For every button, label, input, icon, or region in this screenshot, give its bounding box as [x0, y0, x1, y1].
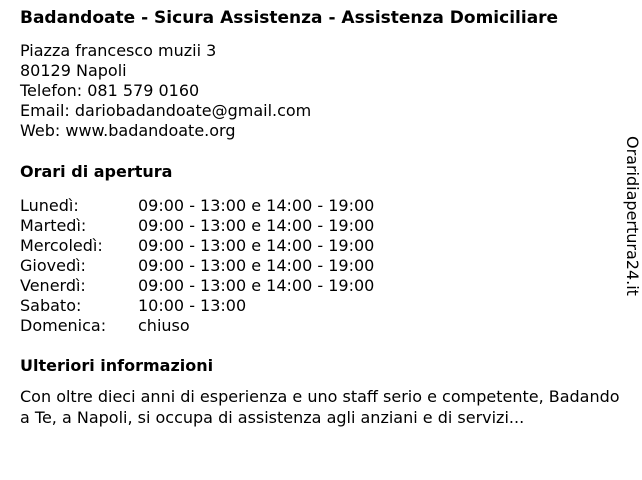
- additional-info-heading: Ulteriori informazioni: [20, 356, 214, 375]
- hours-row: [20, 296, 620, 316]
- opening-hours-table: [20, 196, 620, 336]
- hours-row: [20, 236, 620, 256]
- hours-row: [20, 256, 620, 276]
- hours-time: 09:00 - 13:00 e 14:00 - 19:00: [138, 256, 375, 275]
- contact-block: [20, 41, 620, 141]
- website: Web: www.badandoate.org: [20, 121, 236, 140]
- hours-day: Martedì:: [20, 216, 87, 235]
- site-watermark: Oraridiapertura24.it: [623, 136, 642, 296]
- hours-time: 10:00 - 13:00: [138, 296, 247, 315]
- address-street: Piazza francesco muzii 3: [20, 41, 217, 60]
- hours-time: 09:00 - 13:00 e 14:00 - 19:00: [138, 196, 375, 215]
- business-card: [20, 8, 620, 428]
- email-address: Email: dariobadandoate@gmail.com: [20, 101, 312, 120]
- opening-hours-heading: Orari di apertura: [20, 162, 173, 181]
- business-name: Badandoate - Sicura Assistenza - Assistenza Domiciliare: [20, 8, 559, 28]
- hours-row: [20, 316, 620, 336]
- hours-day: Giovedì:: [20, 256, 86, 275]
- hours-time: 09:00 - 13:00 e 14:00 - 19:00: [138, 276, 375, 295]
- phone-number: Telefon: 081 579 0160: [20, 81, 200, 100]
- hours-row: [20, 196, 620, 216]
- hours-day: Sabato:: [20, 296, 82, 315]
- hours-time: 09:00 - 13:00 e 14:00 - 19:00: [138, 216, 375, 235]
- hours-time: 09:00 - 13:00 e 14:00 - 19:00: [138, 236, 375, 255]
- hours-time: chiuso: [138, 316, 190, 335]
- hours-day: Mercoledì:: [20, 236, 103, 255]
- hours-day: Domenica:: [20, 316, 107, 335]
- hours-day: Venerdì:: [20, 276, 86, 295]
- hours-day: Lunedì:: [20, 196, 79, 215]
- additional-info-text: Con oltre dieci anni di esperienza e uno staff serio e competente, Badando a Te, a Napoli, si occupa di assistenza agli anziani e di servizi...: [20, 387, 620, 427]
- hours-row: [20, 276, 620, 296]
- address-city: 80129 Napoli: [20, 61, 127, 80]
- hours-row: [20, 216, 620, 236]
